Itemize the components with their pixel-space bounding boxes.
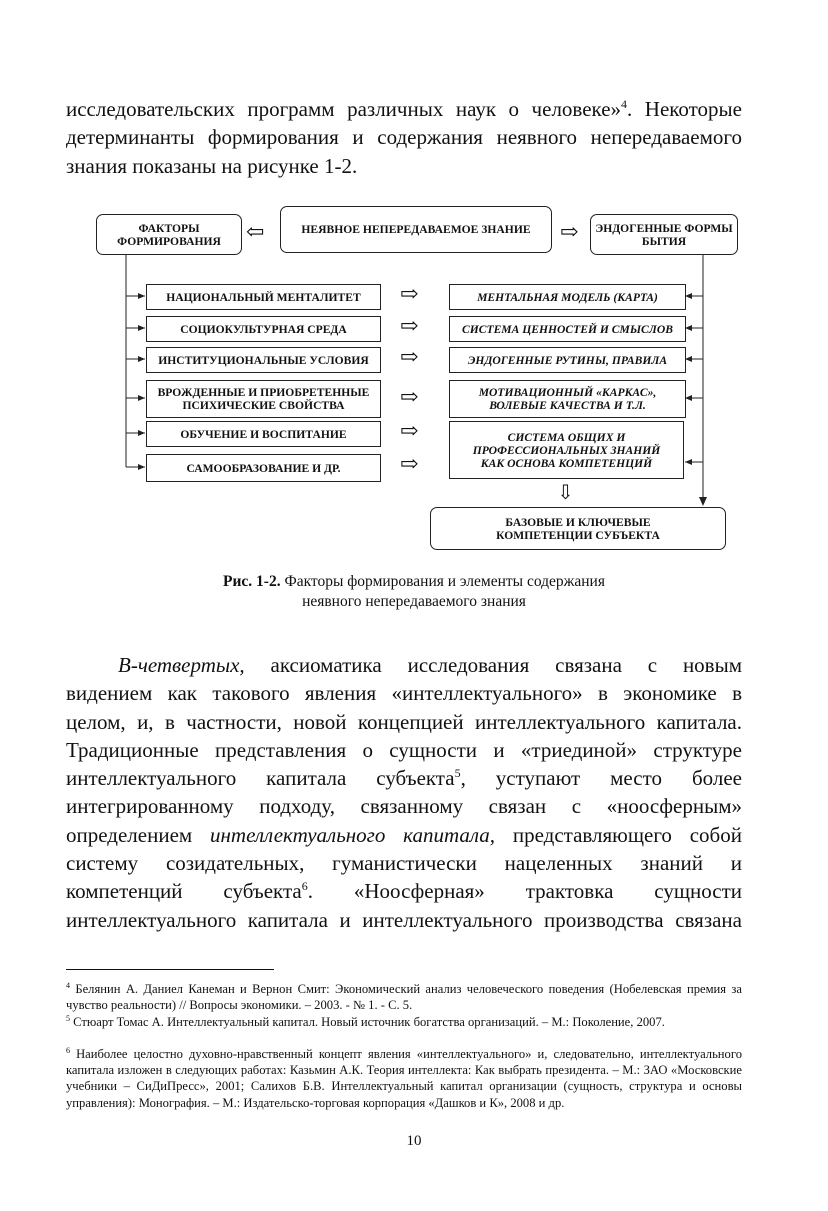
- form-box: СИСТЕМА ЦЕННОСТЕЙ И СМЫСЛОВ: [449, 316, 686, 342]
- factor-box: ИНСТИТУЦИОНАЛЬНЫЕ УСЛОВИЯ: [146, 347, 381, 373]
- arrow-right-icon: ⇨: [400, 281, 419, 306]
- form-box: МЕНТАЛЬНАЯ МОДЕЛЬ (КАРТА): [449, 284, 686, 310]
- box-tacit-knowledge: НЕЯВНОЕ НЕПЕРЕДАВАЕМОЕ ЗНАНИЕ: [280, 206, 552, 253]
- arrow-right-icon: ⇨: [400, 313, 419, 338]
- footnote-5: $^5$ Стюарт Томас А. Интеллектуальный капитал. Новый источник богатства организаций. – М.: Поколение, 2007.: [66, 1013, 665, 1029]
- factor-box: СОЦИОКУЛЬТУРНАЯ СРЕДА: [146, 316, 381, 342]
- footnote-6: $^6$ Наиболее целостно духовно-нравственный концепт явления «интеллектуального» и, следовательно, интеллектуального капитала изложен в следующих работах: Казьмин А.К. Теория интеллекта: Как выбрать президента. – М.: ЗАО «Московские учебники – СиДиПресс», 2001; Салихов Б.В. Интеллектуальный капитал организации (сущность, структура и основы управления): Монография. – М.: Издательско-торговая корпорация «Дашков и К», 2008 и др.: [66, 1045, 742, 1110]
- body-line: интегрированному подходу, связанному связан с «ноосферным»: [66, 794, 742, 819]
- body-paragraph: [66, 651, 742, 934]
- factor-box: НАЦИОНАЛЬНЫЙ МЕНТАЛИТЕТ: [146, 284, 381, 310]
- body-line: Традиционные представления о сущности и «триединой» структуре: [66, 737, 742, 762]
- box-competencies: БАЗОВЫЕ И КЛЮЧЕВЫЕ КОМПЕТЕНЦИИ СУБЪЕКТА: [430, 507, 726, 550]
- arrow-left-icon: ⇦: [246, 219, 265, 244]
- body-line: компетенций субъекта$^6$. «Ноосферная» трактовка сущности: [66, 879, 743, 904]
- page-number: 10: [406, 1133, 422, 1149]
- factor-box: САМООБРАЗОВАНИЕ И ДР.: [146, 454, 381, 482]
- factor-box: ОБУЧЕНИЕ И ВОСПИТАНИЕ: [146, 421, 381, 447]
- body-line: В-четвертых, аксиоматика исследования связана с новым: [118, 653, 742, 677]
- arrow-right-icon: ⇨: [560, 219, 579, 244]
- figure-caption: Рис. 1-2. Факторы формирования и элементы содержания неявного непередаваемого знания: [223, 573, 605, 610]
- body-line: интеллектуального капитала и интеллектуального производства связана: [66, 907, 742, 932]
- body-line: определением интеллектуального капитала, представляющего собой: [66, 822, 742, 847]
- box-endogenous-header: ЭНДОГЕННЫЕ ФОРМЫ БЫТИЯ: [590, 214, 738, 255]
- box-factors-header: ФАКТОРЫ ФОРМИРОВАНИЯ: [96, 214, 242, 255]
- body-line: видением как такового явления «интеллектуального» в экономике в: [66, 681, 742, 706]
- factor-box: ВРОЖДЕННЫЕ И ПРИОБРЕТЕННЫЕ ПСИХИЧЕСКИЕ СВОЙСТВА: [146, 380, 381, 418]
- arrow-down-icon: ⇩: [557, 482, 574, 504]
- intro-line-1: исследовательских программ различных наук о человеке»$^4$. Некоторые: [66, 97, 742, 121]
- footnote-separator: [66, 969, 274, 970]
- body-line: систему созидательных, гуманистически нацеленных знаний и: [66, 851, 742, 876]
- form-box: ЭНДОГЕННЫЕ РУТИНЫ, ПРАВИЛА: [449, 347, 686, 373]
- body-line: целом, и, в частности, новой концепцией интеллектуального капитала.: [66, 709, 742, 734]
- body-line: интеллектуального капитала субъекта$^5$, уступают место более: [66, 766, 742, 791]
- form-box: МОТИВАЦИОННЫЙ «КАРКАС», ВОЛЕВЫЕ КАЧЕСТВА И Т.Л.: [449, 380, 686, 418]
- arrow-right-icon: ⇨: [400, 418, 419, 443]
- form-box: СИСТЕМА ОБЩИХ И ПРОФЕССИОНАЛЬНЫХ ЗНАНИЙ КАК ОСНОВА КОМПЕТЕНЦИЙ: [449, 421, 684, 479]
- footnote-4: $^4$ Белянин А. Даниел Канеман и Вернон Смит: Экономический анализ человеческого поведения (Нобелевская премия за чувство реальности) // Вопросы экономики. – 2003. - № 1. - С. 5.: [66, 980, 742, 1013]
- arrow-right-icon: ⇨: [400, 384, 419, 409]
- intro-paragraph: [66, 95, 742, 180]
- intro-line-3: знания показаны на рисунке 1-2.: [66, 153, 358, 178]
- arrow-right-icon: ⇨: [400, 344, 419, 369]
- intro-line-2: детерминанты формирования и содержания неявного непередаваемого: [66, 125, 742, 150]
- arrow-right-icon: ⇨: [400, 451, 419, 476]
